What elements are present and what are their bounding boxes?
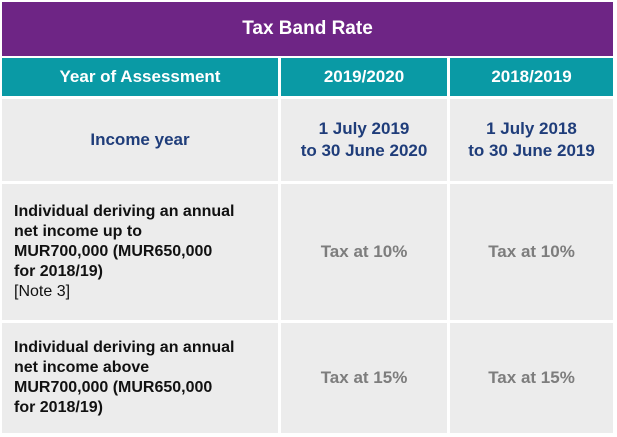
row-description-line: MUR700,000 (MUR650,000 [14, 379, 213, 396]
row-note: [Note 3] [14, 283, 71, 300]
row-description-line: net income up to [14, 223, 142, 240]
header-2018-2019: 2018/2019 [450, 58, 613, 96]
row-description-line: net income above [14, 359, 150, 376]
income-year-label: Income year [2, 99, 278, 181]
row-description [2, 323, 278, 433]
income-year-2018-2019-line1: 1 July 2018 [486, 119, 577, 138]
header-2019-2020: 2019/2020 [281, 58, 447, 96]
income-year-2018-2019 [450, 99, 613, 181]
tax-rate-2019-2020: Tax at 15% [281, 323, 447, 433]
table-row [2, 184, 613, 320]
income-year-2018-2019-line2: to 30 June 2019 [468, 141, 595, 160]
header-row [2, 58, 613, 96]
tax-rate-2018-2019: Tax at 15% [450, 323, 613, 433]
row-description [2, 184, 278, 320]
table-title: Tax Band Rate [2, 2, 613, 56]
table-row [2, 323, 613, 433]
header-year-of-assessment: Year of Assessment [2, 58, 278, 96]
row-description-line: for 2018/19) [14, 399, 103, 416]
row-description-line: Individual deriving an annual [14, 203, 235, 220]
income-year-row [2, 99, 613, 181]
tax-band-table [2, 2, 613, 436]
income-year-2019-2020 [281, 99, 447, 181]
income-year-2019-2020-line1: 1 July 2019 [318, 119, 410, 138]
tax-rate-2019-2020: Tax at 10% [281, 184, 447, 320]
tax-rate-2018-2019: Tax at 10% [450, 184, 613, 320]
row-description-line: MUR700,000 (MUR650,000 [14, 243, 213, 260]
row-description-line: Individual deriving an annual [14, 339, 235, 356]
row-description-line: for 2018/19) [14, 263, 103, 280]
income-year-2019-2020-line2: to 30 June 2020 [300, 141, 428, 160]
